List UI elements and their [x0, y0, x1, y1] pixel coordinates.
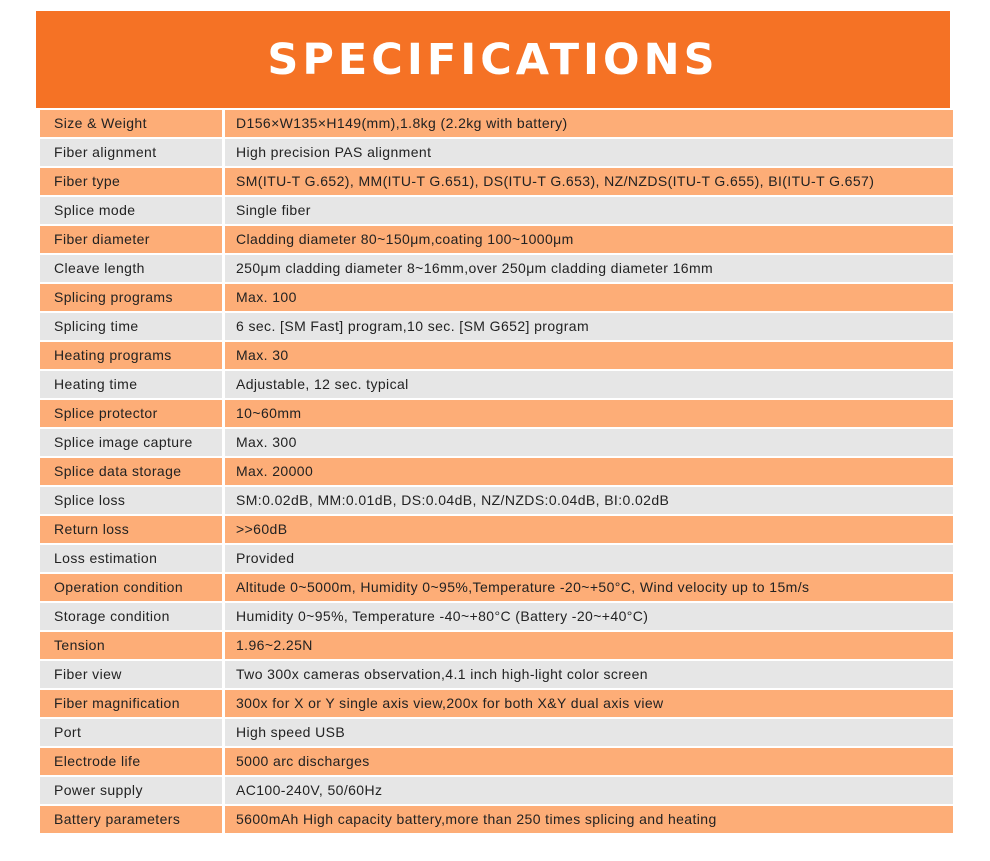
spec-label: Size & Weight: [40, 110, 222, 137]
spec-value: High precision PAS alignment: [225, 139, 953, 166]
spec-label: Heating time: [40, 371, 222, 398]
spec-row-heating-time: [40, 371, 953, 398]
spec-table: [40, 110, 953, 835]
spec-label: Fiber magnification: [40, 690, 222, 717]
spec-label: Splice protector: [40, 400, 222, 427]
spec-row-battery-parameters: [40, 806, 953, 833]
spec-value: Cladding diameter 80~150μm,coating 100~1000μm: [225, 226, 953, 253]
spec-value: Max. 100: [225, 284, 953, 311]
spec-row-splicing-time: [40, 313, 953, 340]
spec-row-port: [40, 719, 953, 746]
spec-label: Operation condition: [40, 574, 222, 601]
spec-value: Adjustable, 12 sec. typical: [225, 371, 953, 398]
spec-row-cleave-length: [40, 255, 953, 282]
spec-value: Max. 30: [225, 342, 953, 369]
spec-label: Fiber type: [40, 168, 222, 195]
spec-row-electrode-life: [40, 748, 953, 775]
spec-row-splice-data-storage: [40, 458, 953, 485]
spec-label: Fiber diameter: [40, 226, 222, 253]
spec-row-fiber-magnification: [40, 690, 953, 717]
spec-label: Fiber view: [40, 661, 222, 688]
spec-value: Altitude 0~5000m, Humidity 0~95%,Temperature -20~+50°C, Wind velocity up to 15m/s: [225, 574, 953, 601]
spec-row-fiber-view: [40, 661, 953, 688]
spec-label: Fiber alignment: [40, 139, 222, 166]
spec-label: Power supply: [40, 777, 222, 804]
spec-label: Port: [40, 719, 222, 746]
spec-row-size-weight: [40, 110, 953, 137]
spec-value: 300x for X or Y single axis view,200x for both X&Y dual axis view: [225, 690, 953, 717]
spec-value: Two 300x cameras observation,4.1 inch high-light color screen: [225, 661, 953, 688]
spec-row-operation-condition: [40, 574, 953, 601]
spec-row-fiber-diameter: [40, 226, 953, 253]
spec-row-splice-loss: [40, 487, 953, 514]
spec-value: 6 sec. [SM Fast] program,10 sec. [SM G652] program: [225, 313, 953, 340]
page-title: SPECIFICATIONS: [267, 34, 719, 85]
spec-row-storage-condition: [40, 603, 953, 630]
spec-label: Splice data storage: [40, 458, 222, 485]
spec-value: Max. 20000: [225, 458, 953, 485]
spec-value: Humidity 0~95%, Temperature -40~+80°C (Battery -20~+40°C): [225, 603, 953, 630]
spec-row-power-supply: [40, 777, 953, 804]
spec-value: D156×W135×H149(mm),1.8kg (2.2kg with battery): [225, 110, 953, 137]
specifications-header: [36, 11, 950, 108]
spec-value: AC100-240V, 50/60Hz: [225, 777, 953, 804]
spec-label: Electrode life: [40, 748, 222, 775]
spec-row-return-loss: [40, 516, 953, 543]
spec-value: High speed USB: [225, 719, 953, 746]
spec-value: 5000 arc discharges: [225, 748, 953, 775]
spec-value: Provided: [225, 545, 953, 572]
spec-value: 1.96~2.25N: [225, 632, 953, 659]
spec-row-splice-mode: [40, 197, 953, 224]
spec-row-splice-image-capture: [40, 429, 953, 456]
spec-value: 5600mAh High capacity battery,more than 250 times splicing and heating: [225, 806, 953, 833]
spec-value: Single fiber: [225, 197, 953, 224]
spec-row-splicing-programs: [40, 284, 953, 311]
spec-value: SM:0.02dB, MM:0.01dB, DS:0.04dB, NZ/NZDS:0.04dB, BI:0.02dB: [225, 487, 953, 514]
spec-label: Splicing programs: [40, 284, 222, 311]
spec-row-heating-programs: [40, 342, 953, 369]
spec-label: Splicing time: [40, 313, 222, 340]
spec-label: Heating programs: [40, 342, 222, 369]
spec-value: SM(ITU-T G.652), MM(ITU-T G.651), DS(ITU-T G.653), NZ/NZDS(ITU-T G.655), BI(ITU-T G.657): [225, 168, 953, 195]
spec-label: Splice mode: [40, 197, 222, 224]
spec-label: Splice loss: [40, 487, 222, 514]
spec-value: 250μm cladding diameter 8~16mm,over 250μm cladding diameter 16mm: [225, 255, 953, 282]
spec-row-loss-estimation: [40, 545, 953, 572]
spec-row-tension: [40, 632, 953, 659]
spec-row-fiber-type: [40, 168, 953, 195]
spec-label: Tension: [40, 632, 222, 659]
spec-label: Battery parameters: [40, 806, 222, 833]
spec-label: Loss estimation: [40, 545, 222, 572]
spec-value: 10~60mm: [225, 400, 953, 427]
spec-row-fiber-alignment: [40, 139, 953, 166]
spec-row-splice-protector: [40, 400, 953, 427]
spec-label: Splice image capture: [40, 429, 222, 456]
spec-label: Cleave length: [40, 255, 222, 282]
spec-label: Return loss: [40, 516, 222, 543]
spec-value: Max. 300: [225, 429, 953, 456]
spec-label: Storage condition: [40, 603, 222, 630]
spec-value: >>60dB: [225, 516, 953, 543]
